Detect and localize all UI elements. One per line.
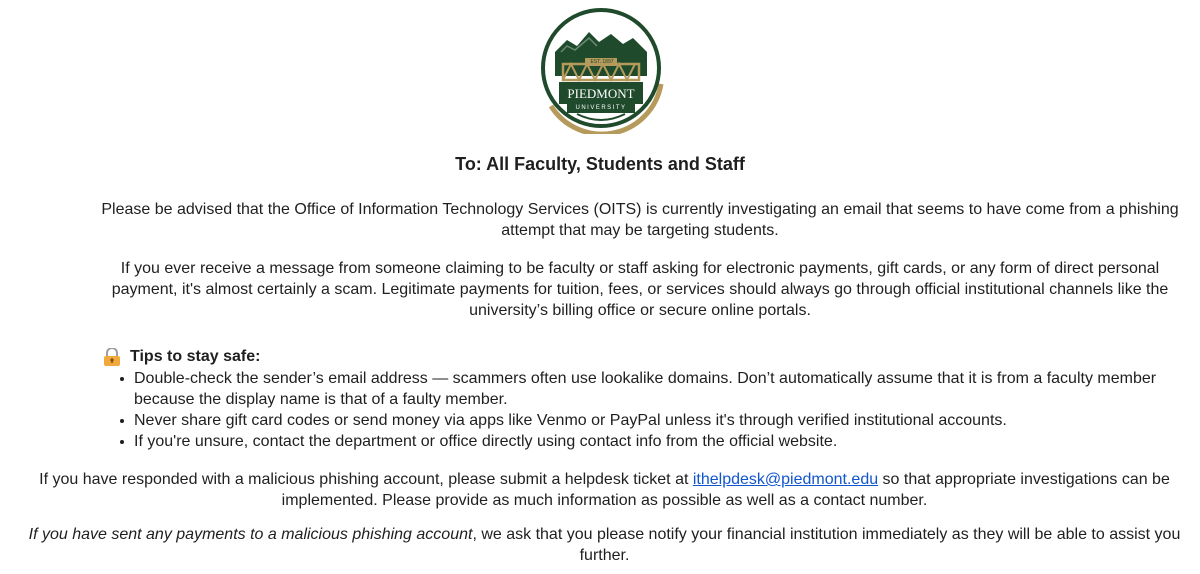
tips-list [102,368,1182,452]
list-item: If you're unsure, contact the department or office directly using contact info from the official website. [134,431,1182,452]
helpdesk-email-link[interactable]: ithelpdesk@piedmont.edu [692,471,879,488]
tips-section [102,346,1182,452]
helpdesk-paragraph [22,469,1187,511]
logo-badge-text: EST. 1897 [590,59,614,65]
helpdesk-text-before: If you have responded with a malicious phishing account, please submit a helpdesk ticket at [39,471,693,488]
scam-warning-paragraph: If you ever receive a message from someone claiming to be faculty or staff asking for electronic payments, gift cards, or any form of direct personal payment, it's almost certainly a scam. Legitimate payments for tuition, fees, or services should always go through official institutional channels like the university’s billing office or secure online portals. [111,260,1169,319]
helpdesk-text-after: so that appropriate investigations can be implemented. Please provide as much information as possible as well as a contact number. [281,471,1170,509]
tips-heading-text: Tips to stay safe: [130,348,261,365]
lock-icon [102,348,122,366]
list-item: Double-check the sender’s email address — scammers often use lookalike domains. Don’t automatically assume that it is from a faculty member because the display name is that of a faulty member. [134,368,1182,410]
payments-paragraph [22,524,1187,566]
payments-italic-text: If you have sent any payments to a malicious phishing account [28,526,473,543]
logo-subtext: UNIVERSITY [575,105,627,111]
list-item: Never share gift card codes or send money via apps like Venmo or PayPal unless it's through verified institutional accounts. [134,410,1182,431]
payments-text: , we ask that you please notify your financial institution immediately as they will be able to assist you further. [472,526,1181,564]
tips-heading [102,346,1182,367]
advisory-paragraph: Please be advised that the Office of Information Technology Services (OITS) is currently investigating an email that seems to have come from a phishing attempt that may be targeting students. [101,201,1179,239]
logo-wordmark: PIEDMONT [567,86,635,101]
piedmont-logo [537,6,667,134]
page-title: To: All Faculty, Students and Staff [455,154,745,174]
